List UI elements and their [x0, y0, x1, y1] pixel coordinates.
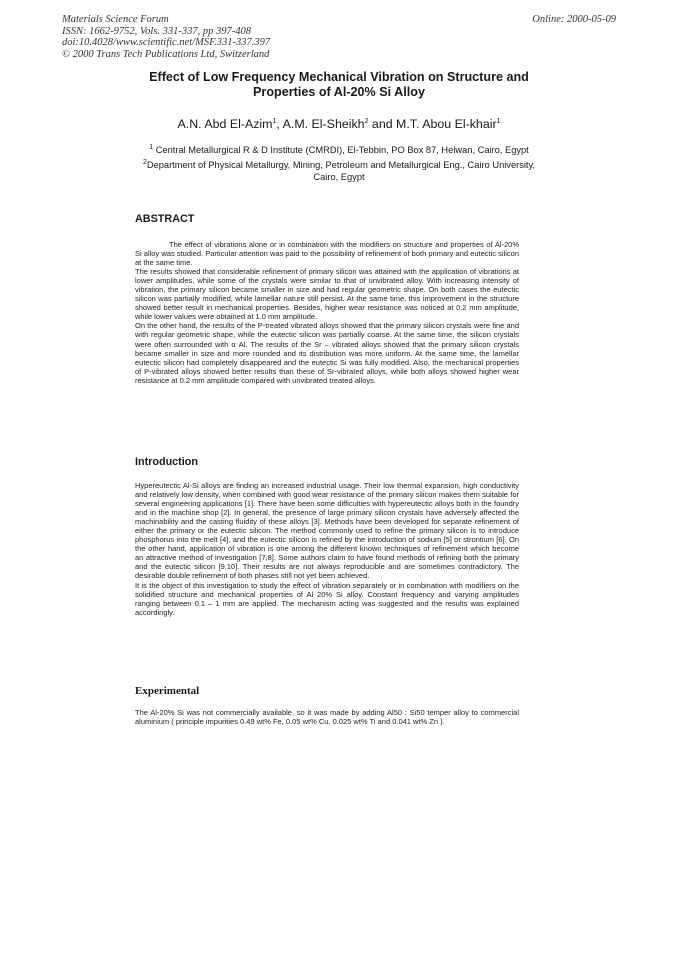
paper-title: [100, 70, 578, 100]
author-separator: and: [368, 117, 397, 131]
introduction-body: [135, 481, 519, 617]
doi-line: doi:10.4028/www.scientific.net/MSF.331-337.397: [62, 37, 271, 48]
affiliation-1-marker: 1: [149, 144, 154, 151]
abstract-paragraph: The results showed that considerable refinement of primary silicon was attained with the application of vibrations at lower amplitudes, while some of the crystals were similar to that of unvibrated alloy. With increasing intensity of vibration, the primary silicon became smaller in size and had regular geometric shape. On both cases the eutectic silicon was partially modified, while lamellar nature still persist. At the same time, this improvement in the structure showed better result in mechanical properties. Besides, higher wear resistance was noticed at 0.2 mm amplitude, while lower values were obtained at 1.0 mm amplitude.: [135, 267, 519, 322]
online-date: Online: 2000-05-09: [532, 14, 616, 25]
author-3-affil: 1: [496, 117, 501, 125]
journal-name: Materials Science Forum: [62, 14, 169, 25]
affiliation-1: [60, 142, 618, 157]
affiliation-2: [60, 157, 618, 183]
experimental-heading: Experimental: [135, 685, 200, 697]
author-1-affil: 1: [272, 117, 277, 125]
abstract-paragraph: The effect of vibrations alone or in combination with the modifiers on structure and properties of Al-20% Si alloy was studied. Particular attention was paid to the possibility of refinement of both primary and eutectic silicon at the same time.: [135, 240, 519, 268]
experimental-paragraph: The Al-20% Si was not commercially available, so it was made by adding Al50 : Si50 temper alloy to commercial aluminium ( principle impurities 0.49 wt% Fe, 0.05 wt% Cu, 0.025 wt% Ti and 0.041 wt% Zn ).: [135, 708, 519, 727]
affiliation-2-line-1: Department of Physical Metallurgy, Mining, Petroleum and Metallurgical Eng., Cairo University,: [146, 160, 536, 171]
title-line-1: Effect of Low Frequency Mechanical Vibration on Structure and: [149, 70, 529, 84]
title-line-2: Properties of Al-20% Si Alloy: [253, 85, 425, 99]
journal-header: [62, 14, 270, 60]
author-2-affil: 2: [364, 117, 369, 125]
issn-line: ISSN: 1662-9752, Vols. 331-337, pp 397-408: [62, 25, 251, 37]
abstract-body: [135, 240, 519, 385]
copyright-line: © 2000 Trans Tech Publications Ltd, Switzerland: [62, 48, 270, 60]
author-list: [60, 117, 618, 131]
introduction-paragraph: Hypereutectic Al-Si alloys are finding an increased industrial usage. Their low thermal expansion, high conductivity and relatively low density, when combined with good wear resistance of the primary silicon makes them suitable for several engineering applications [1]. There have been some difficulties with hypereutectic alloys both in the foundry and in the machine shop [2]. In general, the presence of large primary silicon crystals have adversely affected the machinability and the casting fluidity of these alloys [3]. Methods have been developed for separate refinement of either the primary or the eutectic silicon. The method commonly used to refine the primary silicon is to introduce phosphorus into the melt [4], and the eutectic silicon is refined by the introduction of sodium [5] or strontium [6]. On the other hand, application of vibration is one among the different known techniques of refinement which become an attractive method of investigation [7,8]. Some authors claim to have found methods of refining both the primary and the eutectic silicon [9,10]. Their results are not always reproducible and are sometimes contradictory. The desirable double refinement of both phases still not yet been achieved.: [135, 481, 519, 581]
introduction-paragraph: It is the object of this investigation to study the effect of vibration separately or in combination with modifiers on the solidified structure and mechanical properties of Al 20% Si alloy. Constant frequency and varying amplitudes ranging between 0.1 – 1 mm are applied. The mechanism acting was suggested and the results was explained accordingly.: [135, 580, 519, 617]
abstract-heading: ABSTRACT: [135, 213, 195, 225]
affiliation-2-marker: 2: [142, 159, 147, 166]
experimental-body: [135, 708, 519, 726]
introduction-heading: Introduction: [135, 456, 198, 468]
abstract-paragraph: On the other hand, the results of the P-treated vibrated alloys showed that the primary silicon crystals were fine and with regular geometric shape, while the eutectic silicon was partially coarse. At the same time, the silicon crystals were often surrounded with α Al. The results of the Sr – vibrated alloys showed that the primary silicon crystals became smaller in size and more rounded and its distribution was more uniform. At the same time, the lamellar eutectic silicon had completely disappeared and the eutectic Si was fully modified. Also, the mechanical properties of P-vibrated alloys showed better results than these of Sr-vibrated alloys, while both alloys showed higher wear resistance at 0.2 mm amplitude compared with unvibrated treated alloys.: [135, 321, 519, 385]
author-1: A.N. Abd El-Azim: [177, 117, 273, 131]
affiliation-1-text: Central Metallurgical R & D Institute (CMRDI), El-Tebbin, PO Box 87, Helwan, Cairo, Egypt: [155, 145, 529, 156]
author-3: M.T. Abou El-khair: [396, 117, 497, 131]
author-2: A.M. El-Sheikh: [282, 117, 365, 131]
affiliation-2-line-2: Cairo, Egypt: [313, 171, 365, 182]
author-separator: ,: [276, 117, 283, 131]
